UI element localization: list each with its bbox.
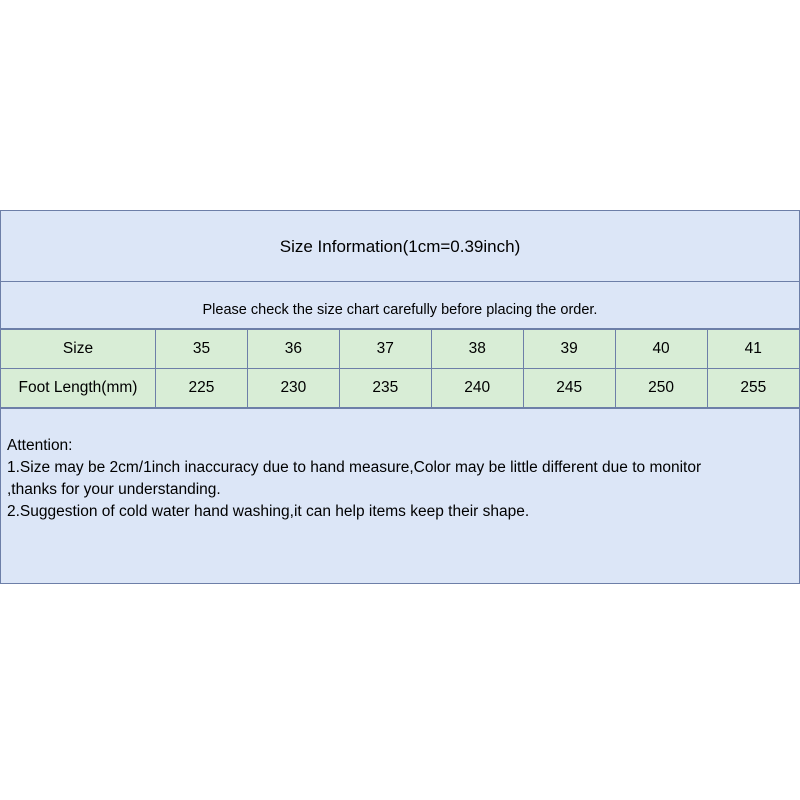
size-cell: 38 <box>431 330 523 369</box>
row-header-foot-length: Foot Length(mm) <box>1 369 156 408</box>
table-row <box>1 369 799 408</box>
table-row <box>1 330 799 369</box>
row-header-size: Size <box>1 330 156 369</box>
size-cell: 40 <box>615 330 707 369</box>
attention-heading: Attention: <box>7 437 73 454</box>
foot-length-cell: 255 <box>707 369 799 408</box>
foot-length-cell: 230 <box>247 369 339 408</box>
chart-subtitle: Please check the size chart carefully before placing the order. <box>1 282 799 329</box>
chart-title: Size Information(1cm=0.39inch) <box>1 211 799 282</box>
attention-notes <box>1 408 799 583</box>
foot-length-cell: 245 <box>523 369 615 408</box>
attention-line-2: ,thanks for your understanding. <box>7 481 221 498</box>
foot-length-cell: 240 <box>431 369 523 408</box>
size-cell: 41 <box>707 330 799 369</box>
foot-length-cell: 225 <box>156 369 248 408</box>
size-cell: 39 <box>523 330 615 369</box>
attention-line-3: 2.Suggestion of cold water hand washing,it can help items keep their shape. <box>7 503 530 520</box>
attention-line-1: 1.Size may be 2cm/1inch inaccuracy due to hand measure,Color may be little different due to monitor <box>7 459 702 476</box>
size-cell: 37 <box>339 330 431 369</box>
size-cell: 35 <box>156 330 248 369</box>
foot-length-cell: 235 <box>339 369 431 408</box>
foot-length-cell: 250 <box>615 369 707 408</box>
size-cell: 36 <box>247 330 339 369</box>
size-information-chart <box>0 210 800 584</box>
size-table <box>1 329 799 408</box>
